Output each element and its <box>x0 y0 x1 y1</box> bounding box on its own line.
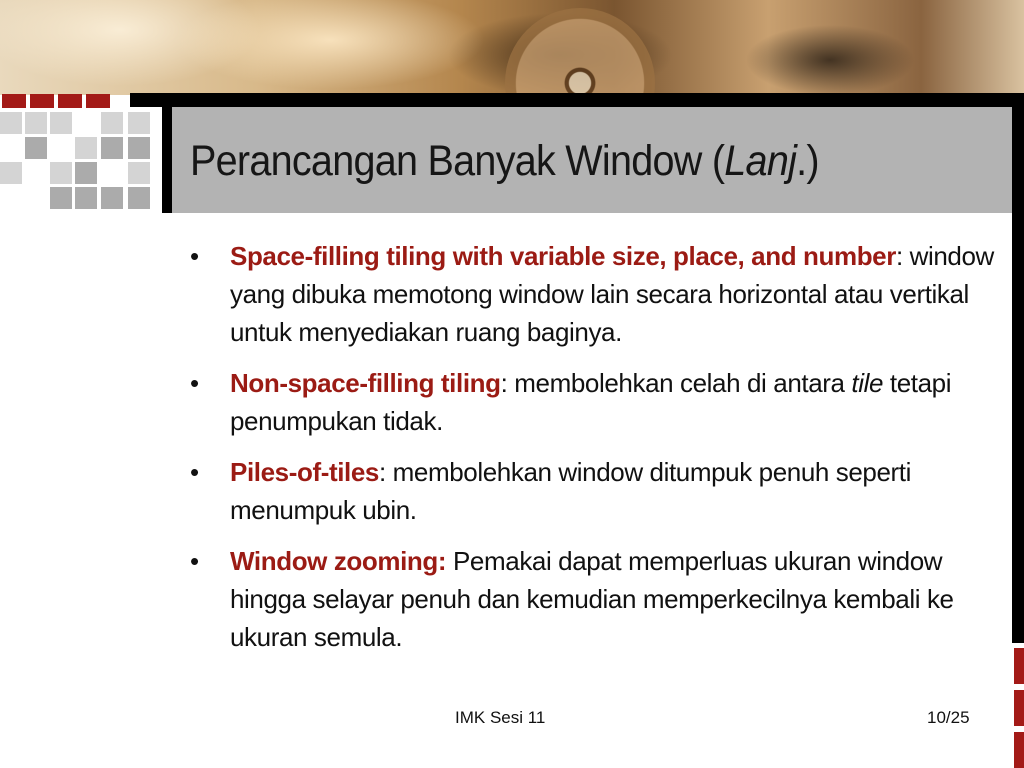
bullet-sep: : <box>379 457 386 487</box>
bullet-term: Piles-of-tiles <box>230 457 379 487</box>
red-tile <box>1014 732 1024 768</box>
red-tile <box>1014 690 1024 726</box>
footer-label: IMK Sesi 11 <box>455 708 546 727</box>
bullet-text: tetapi penumpukan tidak. <box>230 368 952 436</box>
title-italic: Lanj <box>724 137 797 185</box>
right-black-bar <box>1012 93 1024 643</box>
bullet-sep: : <box>895 241 903 271</box>
bullet-list <box>190 237 1000 669</box>
bullet-text: membolehkan celah di antara <box>507 368 852 398</box>
bullet-item <box>190 453 1000 529</box>
page-number: 10/25 <box>927 708 970 727</box>
bullet-item <box>190 364 1000 440</box>
red-tile <box>1014 648 1024 684</box>
bullet-dot: • <box>190 457 199 487</box>
header-photo <box>0 0 1024 95</box>
bullet-text: membolehkan window ditumpuk penuh seperti menumpuk ubin. <box>230 457 912 525</box>
bullet-dot: • <box>190 241 199 271</box>
bullet-item <box>190 237 1000 351</box>
bullet-sep: : <box>437 546 447 576</box>
bullet-item <box>190 542 1000 656</box>
top-black-bar <box>130 93 1024 107</box>
bullet-text: window yang dibuka memotong window lain secara horizontal atau vertikal untuk menyediakan ruang baginya. <box>230 241 994 347</box>
bullet-term: Space-filling tiling with variable size, place, and number <box>230 241 896 271</box>
bullet-dot: • <box>190 368 199 398</box>
left-black-bar <box>162 93 172 213</box>
bullet-text: Pemakai dapat memperluas ukuran window hingga selayar penuh dan kemudian memperkecilnya kembali ke ukuran semula. <box>230 546 954 652</box>
tile-pattern <box>0 92 160 217</box>
bullet-italic: tile <box>851 368 884 398</box>
bullet-sep: : <box>500 368 508 398</box>
bullet-term: Non-space-filling tiling <box>230 368 501 398</box>
disc-image <box>505 8 655 95</box>
bullet-term: Window zooming <box>230 546 438 576</box>
slide-title: Perancangan Banyak Window (Lanj.) <box>190 137 819 185</box>
bullet-dot: • <box>190 546 199 576</box>
